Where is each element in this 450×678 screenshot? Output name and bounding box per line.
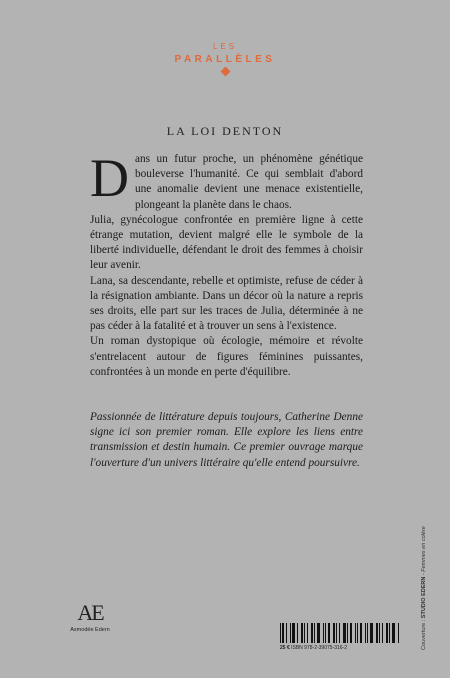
cover-credit: Couverture : STUDIO EDERN - Femmes en colère <box>421 526 427 650</box>
barcode-bar <box>355 623 356 643</box>
barcode-bar <box>292 623 295 643</box>
author-bio: Passionnée de littérature depuis toujours, Catherine Denne signe ici son premier roman. Elle explore les liens entre transmission et destin humain. Ce premier ouvrage marque l'ouverture d'un univers littéraire qu'elle entend poursuivre. <box>90 411 363 469</box>
barcode-bar <box>307 623 308 643</box>
series-prefix: LES <box>212 42 238 51</box>
barcode-bar <box>350 623 352 643</box>
barcode-bar <box>333 623 335 643</box>
barcode-bar <box>370 623 373 643</box>
barcode-bar <box>314 623 315 643</box>
barcode-bar <box>311 623 313 643</box>
barcode-bar <box>360 623 362 643</box>
barcode-bar <box>328 623 330 643</box>
barcode-bar <box>304 623 305 643</box>
series-name: PARALLÈLES <box>174 54 276 65</box>
price-isbn <box>280 645 404 651</box>
credit-label: Couverture : <box>421 619 427 650</box>
isbn: ISBN 978-2-39075-316-2 <box>291 645 347 651</box>
barcode-bar <box>336 623 337 643</box>
price: 25 € <box>280 645 290 651</box>
synopsis-paragraph-3: Lana, sa descendante, rebelle et optimiste, refuse de céder à la résignation ambiante. Dans un décor où la nature a repris ses droits, elle part sur les traces de Julia, déterminée à ne pas céder à la fatalité et à trouver un sens à l'existence. <box>90 274 363 333</box>
barcode-bar <box>398 623 399 643</box>
credit-work: Femmes en colère <box>421 526 427 572</box>
book-title: LA LOI DENTON <box>166 124 284 138</box>
drop-cap: D <box>90 148 129 208</box>
barcode-bar <box>382 623 383 643</box>
barcode-bar <box>367 623 368 643</box>
barcode-bar <box>379 623 380 643</box>
publisher-logo <box>60 601 120 633</box>
barcode-bar <box>376 623 378 643</box>
barcode-bar <box>301 623 303 643</box>
barcode-bar <box>286 623 287 643</box>
barcode-bar <box>297 623 298 643</box>
barcode-bar <box>317 623 320 643</box>
barcode-bar <box>343 623 346 643</box>
synopsis-paragraph-4: Un roman dystopique où écologie, mémoire et révolte s'entrelacent autour de figures féminines puissantes, confrontées à un monde en perte d'équilibre. <box>90 335 363 378</box>
barcode-bar <box>386 623 388 643</box>
barcode-bar <box>325 623 326 643</box>
series-logo <box>0 42 450 75</box>
publisher-mark: AE <box>77 600 103 625</box>
synopsis <box>90 148 363 380</box>
barcode-bar <box>282 623 284 643</box>
diamond-icon <box>220 67 230 77</box>
credit-studio: STUDIO EDERN <box>421 576 427 619</box>
barcode-bar <box>357 623 358 643</box>
publisher-name: Asmodée Edern <box>70 627 110 633</box>
synopsis-paragraph-1: Dans un futur proche, un phénomène génétique bouleverse l'humanité. Ce qui semblait d'abord une anomalie devient une menace existentielle, plongeant la planète dans le chaos. <box>90 148 363 211</box>
barcode-bar <box>392 623 395 643</box>
barcode-bar <box>290 623 291 643</box>
barcode-bar <box>389 623 390 643</box>
barcode-bar <box>347 623 348 643</box>
barcode-bar <box>365 623 366 643</box>
barcode-bar <box>280 623 281 643</box>
barcode-icon <box>280 623 400 643</box>
barcode-bar <box>323 623 324 643</box>
synopsis-paragraph-2: Julia, gynécologue confrontée en première ligne à cette étrange mutation, devient malgré elle le symbole de la liberté individuelle, défendant le droit des femmes à choisir leur avenir. <box>90 213 363 272</box>
barcode-bar <box>339 623 340 643</box>
